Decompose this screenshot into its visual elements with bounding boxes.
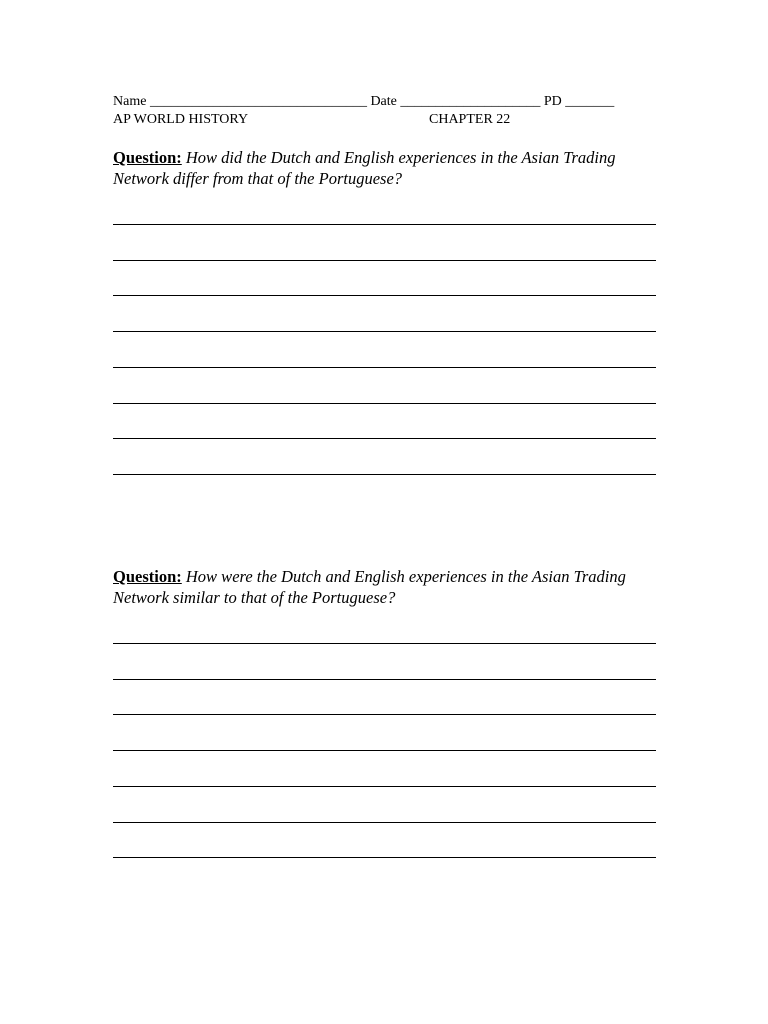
answer-line-q1-7[interactable] [113,438,656,439]
course-info-line [113,111,653,128]
answer-line-q2-4[interactable] [113,750,656,751]
date-label: Date [370,94,397,109]
question-1 [113,147,658,189]
name-label: Name [113,94,147,109]
answer-line-q1-5[interactable] [113,367,656,368]
answer-line-q1-6[interactable] [113,403,656,404]
course-title: AP WORLD HISTORY [113,112,249,127]
question-2-text: How were the Dutch and English experiences in the Asian Trading Network similar to that of the Portuguese? [113,567,626,607]
answer-line-q1-1[interactable] [113,224,656,225]
pd-blank[interactable]: _______ [565,94,615,109]
question-2 [113,566,658,608]
answer-line-q2-5[interactable] [113,786,656,787]
chapter-title: CHAPTER 22 [429,112,511,127]
answer-line-q1-4[interactable] [113,331,656,332]
pd-label: PD [543,94,562,109]
date-blank[interactable]: ____________________ [400,94,541,109]
answer-line-q1-3[interactable] [113,295,656,296]
question-1-text: How did the Dutch and English experiences in the Asian Trading Network differ from that of the Portuguese? [113,148,616,188]
answer-line-q1-2[interactable] [113,260,656,261]
student-info-line [113,93,614,110]
answer-line-q2-7[interactable] [113,857,656,858]
answer-line-q2-2[interactable] [113,679,656,680]
answer-line-q2-1[interactable] [113,643,656,644]
question-2-label: Question: [113,567,182,586]
name-blank[interactable]: _______________________________ [149,94,367,109]
answer-line-q2-6[interactable] [113,822,656,823]
answer-line-q2-3[interactable] [113,714,656,715]
question-1-label: Question: [113,148,182,167]
answer-line-q1-8[interactable] [113,474,656,475]
